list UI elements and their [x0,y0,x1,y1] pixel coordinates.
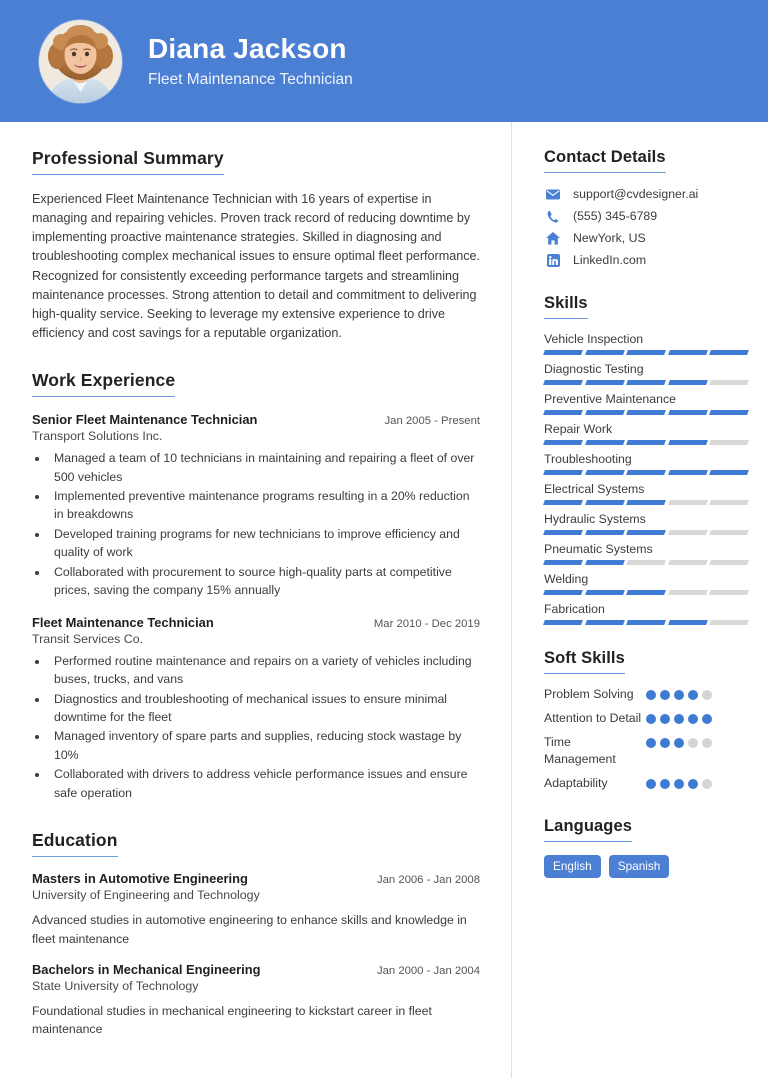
skill-item [544,452,748,475]
skill-level-bar [544,350,748,355]
skill-bar-segment [543,530,582,535]
skill-bar-segment [709,590,748,595]
rating-dot [646,779,656,789]
skill-item [544,392,748,415]
rating-dot [674,690,684,700]
skill-bar-segment [709,410,748,415]
rating-dot [688,714,698,724]
skill-bar-segment [709,440,748,445]
skill-bar-segment [668,440,707,445]
skill-bar-segment [543,500,582,505]
bullet-item: • Diagnostics and troubleshooting of mechanical issues to ensure minimal downtime for the fleet [49,690,480,727]
soft-skill-name: Attention to Detail [544,710,642,725]
skill-bar-segment [585,560,624,565]
skill-item [544,482,748,505]
header-text [148,33,353,88]
candidate-name: Diana Jackson [148,33,347,65]
education-school: State University of Technology [32,979,199,993]
skill-bar-segment [668,560,707,565]
bullet-item: • Managed a team of 10 technicians in maintaining and repairing a fleet of over 500 vehicles [49,449,480,486]
envelope-icon [544,187,562,201]
skill-bar-segment [543,620,582,625]
skill-bar-segment [668,470,707,475]
skill-name: Diagnostic Testing [544,362,644,376]
education-entry [32,962,480,1039]
skill-bar-segment [543,560,582,565]
skill-level-bar [544,590,748,595]
education-degree: Masters in Automotive Engineering [32,871,248,887]
work-entry-header [32,615,480,630]
bullet-item: • Managed inventory of spare parts and supplies, reducing stock wastage by 10% [49,727,480,764]
education-description: Advanced studies in automotive engineering to enhance skills and knowledge in fleet maintenance [32,913,467,946]
skill-name: Fabrication [544,602,605,616]
skill-level-bar [544,500,748,505]
skill-list [544,332,748,625]
skill-bar-segment [626,350,665,355]
skill-bar-segment [668,410,707,415]
skill-level-bar [544,530,748,535]
skill-name: Pneumatic Systems [544,542,653,556]
skill-bar-segment [585,380,624,385]
skill-bar-segment [668,530,707,535]
skill-level-bar [544,560,748,565]
soft-skill-rating [646,775,722,789]
linkedin-icon [544,253,562,267]
skill-bar-segment [709,380,748,385]
work-entry-company: Transit Services Co. [32,631,144,646]
skill-level-bar [544,380,748,385]
work-entry-bullets [49,449,480,600]
skill-bar-segment [709,470,748,475]
work-entry-date: Mar 2010 - Dec 2019 [373,617,480,630]
skill-bar-segment [585,590,624,595]
rating-dot [702,714,712,724]
section-soft-skills [544,649,748,793]
soft-skill-item [544,686,748,704]
section-skills [544,294,748,625]
rating-dot [660,714,670,724]
education-entry-header [32,962,480,977]
work-entry [32,412,480,600]
work-entry-role: Senior Fleet Maintenance Technician [32,412,258,428]
skill-name: Troubleshooting [544,452,632,466]
section-title-professional-summary: Professional Summary [32,148,224,175]
skill-bar-segment [626,440,665,445]
skill-name: Electrical Systems [544,482,645,496]
work-entry-header [32,412,480,427]
section-professional-summary [32,148,480,343]
contact-item-phone[interactable] [544,209,748,223]
skill-bar-segment [709,530,748,535]
skill-bar-segment [626,380,665,385]
skill-bar-segment [626,410,665,415]
skill-bar-segment [626,620,665,625]
section-title-languages: Languages [544,817,632,842]
skill-level-bar [544,410,748,415]
contact-phone-value: (555) 345-6789 [573,209,658,223]
soft-skill-item [544,734,748,770]
soft-skill-item [544,775,748,793]
education-entry [32,871,480,948]
skill-bar-segment [626,470,665,475]
section-education [32,830,480,1039]
soft-skill-rating [646,710,722,724]
rating-dot [688,690,698,700]
resume-body [0,122,768,1078]
work-entry-company: Transport Solutions Inc. [32,429,163,444]
skill-bar-segment [709,350,748,355]
contact-item-email[interactable] [544,187,748,201]
skill-bar-segment [709,620,748,625]
rating-dot [660,738,670,748]
skill-bar-segment [709,560,748,565]
soft-skill-rating [646,734,722,748]
bullet-item: • Collaborated with procurement to source high-quality parts at competitive prices, saving the company 15% annually [49,563,480,600]
avatar [39,20,122,103]
work-entry-bullets [49,652,480,803]
rating-dot [702,690,712,700]
soft-skill-name: Problem Solving [544,687,634,701]
skill-level-bar [544,620,748,625]
skill-name: Preventive Maintenance [544,392,676,406]
skill-item [544,332,748,355]
skill-bar-segment [668,500,707,505]
work-entry [32,615,480,803]
skill-item [544,512,748,535]
skill-name: Repair Work [544,422,613,436]
skill-bar-segment [543,440,582,445]
skill-bar-segment [626,590,665,595]
skill-item [544,422,748,445]
rating-dot [688,779,698,789]
skill-bar-segment [668,350,707,355]
rating-dot [660,779,670,789]
skill-level-bar [544,470,748,475]
skill-bar-segment [585,620,624,625]
skill-item [544,602,748,625]
skill-bar-segment [585,350,624,355]
work-entry-date: Jan 2005 - Present [384,415,480,428]
skill-bar-segment [585,470,624,475]
contact-list [544,187,748,267]
sidebar-column [511,122,768,1078]
contact-linkedin-value: LinkedIn.com [573,253,647,267]
main-column [0,122,511,1078]
rating-dot [702,779,712,789]
rating-dot [674,779,684,789]
education-date: Jan 2006 - Jan 2008 [376,874,480,887]
contact-email-value: support@cvdesigner.ai [573,187,699,201]
skill-bar-segment [585,440,624,445]
rating-dot [674,738,684,748]
skill-name: Vehicle Inspection [544,332,644,346]
skill-bar-segment [709,500,748,505]
section-title-skills: Skills [544,294,588,319]
education-entry-header [32,871,480,886]
soft-skill-name: Time Management [544,734,616,767]
skill-bar-segment [585,500,624,505]
skill-bar-segment [626,500,665,505]
candidate-job-title: Fleet Maintenance Technician [148,70,353,88]
section-title-education: Education [32,830,118,857]
contact-item-location[interactable] [544,231,748,245]
education-degree: Bachelors in Mechanical Engineering [32,962,261,977]
skill-bar-segment [543,410,582,415]
rating-dot [646,714,656,724]
skill-item [544,362,748,385]
skill-bar-segment [543,590,582,595]
bullet-item: • Implemented preventive maintenance programs resulting in a 20% reduction in breakdowns [49,487,480,524]
section-contact-details [544,148,748,267]
bullet-item: • Developed training programs for new technicians to improve efficiency and quality of work [49,525,480,562]
soft-skill-item [544,710,748,728]
soft-skill-list [544,686,748,793]
language-chip[interactable]: Spanish [609,855,670,878]
contact-item-linkedin[interactable] [544,253,748,267]
skill-bar-segment [626,530,665,535]
avatar-photo-icon [39,20,122,103]
skill-item [544,572,748,595]
contact-location-value: NewYork, US [573,231,646,245]
skill-bar-segment [585,410,624,415]
rating-dot [646,690,656,700]
section-title-contact-details: Contact Details [544,148,666,173]
rating-dot [646,738,656,748]
soft-skill-name: Adaptability [544,776,608,791]
language-list [544,855,748,878]
skill-item [544,542,748,565]
skill-level-bar [544,440,748,445]
education-description: Foundational studies in mechanical engineering to kickstart career in fleet maintenance [32,1004,432,1037]
resume-header [0,0,768,122]
home-icon [544,231,562,245]
rating-dot [674,714,684,724]
rating-dot [688,738,698,748]
skill-bar-segment [585,530,624,535]
rating-dot [702,738,712,748]
section-languages [544,817,748,878]
skill-bar-segment [543,380,582,385]
skill-bar-segment [626,560,665,565]
skill-bar-segment [668,590,707,595]
bullet-item: • Performed routine maintenance and repairs on a variety of vehicles including buses, trucks, and vans [49,652,480,689]
skill-name: Welding [544,572,589,586]
skill-name: Hydraulic Systems [544,512,646,526]
section-title-work-experience: Work Experience [32,370,175,397]
bullet-item: • Collaborated with drivers to address vehicle performance issues and ensure safe operation [49,765,480,802]
work-entry-role: Fleet Maintenance Technician [32,614,214,630]
soft-skill-rating [646,686,722,700]
skill-bar-segment [543,350,582,355]
skill-bar-segment [668,380,707,385]
phone-icon [544,209,562,223]
section-work-experience [32,370,480,802]
rating-dot [660,690,670,700]
education-school: University of Engineering and Technology [32,888,260,903]
skill-bar-segment [668,620,707,625]
language-chip[interactable]: English [544,855,601,878]
section-title-soft-skills: Soft Skills [544,649,625,674]
professional-summary-text: Experienced Fleet Maintenance Technician with 16 years of expertise in managing and repairing vehicles. Proven track record of reducing downtime by implementing proactive maintenance strategies. Skilled in diagnosing and troubleshooting complex mechanical issues to ensure optimal fleet performance. Recognized for consistently exceeding performance targets and streamlining maintenance processes. Strong attention to detail and commitment to delivering high-quality service. Seeking to leverage my extensive experience to drive efficiency and cost savings for a reputable organization. [32,192,481,340]
skill-bar-segment [543,470,582,475]
education-date: Jan 2000 - Jan 2004 [376,965,480,977]
